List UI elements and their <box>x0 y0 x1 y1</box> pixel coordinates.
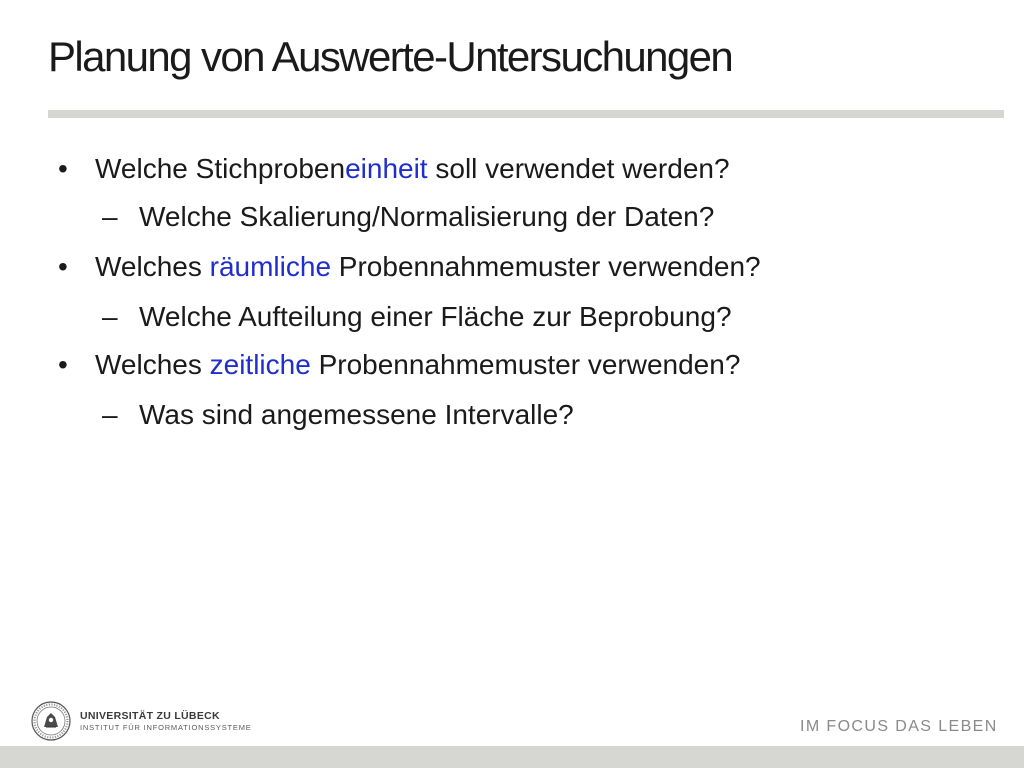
university-seal-icon <box>30 700 72 742</box>
sub-bullet-item <box>102 200 715 234</box>
bullet-marker: • <box>58 251 68 282</box>
footer-slogan: IM FOCUS DAS LEBEN <box>800 718 998 735</box>
sub-bullet-text: Welche Skalierung/Normalisierung der Daten? <box>139 201 715 232</box>
institute-name: INSTITUT FÜR INFORMATIONSSYSTEME <box>80 723 252 732</box>
bullet-text: Welches <box>95 251 210 282</box>
bullet-item <box>58 152 730 186</box>
slide-title: Planung von Auswerte-Untersuchungen <box>48 33 733 80</box>
dash-marker: – <box>102 201 118 232</box>
bullet-text-end: soll verwendet werden? <box>427 153 730 184</box>
bullet-text-end: Probennahmemuster verwenden? <box>331 251 761 282</box>
bullet-marker: • <box>58 349 68 380</box>
bullet-item <box>58 250 761 284</box>
bullet-item <box>58 348 741 382</box>
sub-bullet-item <box>102 398 574 432</box>
bullet-highlight: räumliche <box>209 251 332 282</box>
bullet-marker: • <box>58 153 68 184</box>
bullet-text-end: Probennahmemuster verwenden? <box>310 349 741 380</box>
bullet-highlight: zeitliche <box>209 349 311 380</box>
bullet-highlight: einheit <box>345 153 428 184</box>
sub-bullet-text: Was sind angemessene Intervalle? <box>139 399 574 430</box>
sub-bullet-text: Welche Aufteilung einer Fläche zur Beprobung? <box>139 301 732 332</box>
bullet-text: Welches <box>95 349 210 380</box>
footer-band <box>0 746 1024 768</box>
bullet-text: Welche Stichproben <box>95 153 346 184</box>
sub-bullet-item <box>102 300 732 334</box>
dash-marker: – <box>102 301 118 332</box>
dash-marker: – <box>102 399 118 430</box>
title-rule <box>48 110 1004 118</box>
university-name: UNIVERSITÄT ZU LÜBECK <box>80 710 220 722</box>
